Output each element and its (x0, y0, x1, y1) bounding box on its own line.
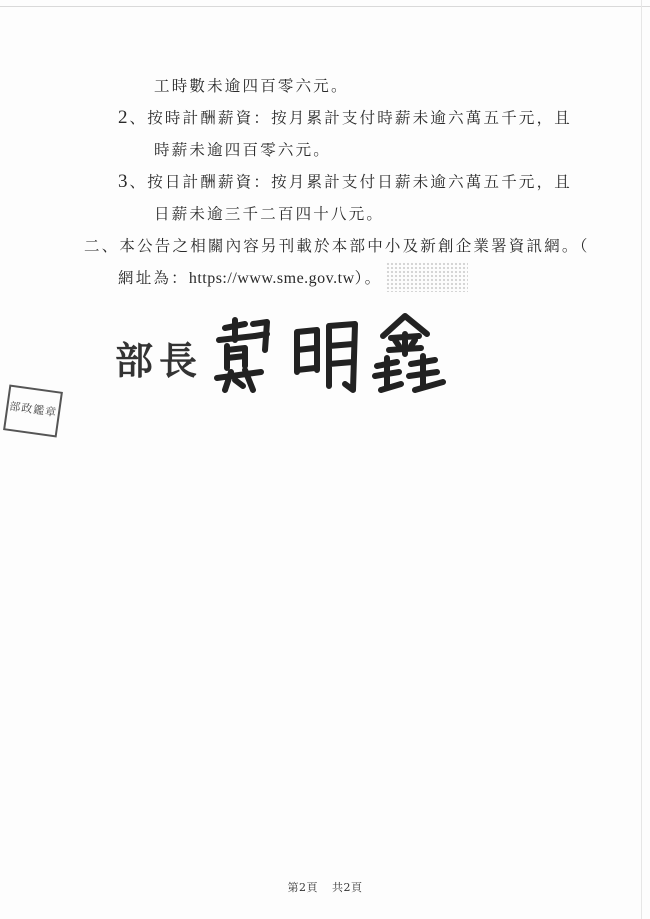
url-suffix: ）。 (354, 269, 383, 287)
minister-title: 部長 (115, 338, 204, 383)
redaction-mark (386, 262, 468, 292)
page-footer (0, 879, 650, 895)
stamp-text: 部政鑑章 (8, 399, 58, 420)
section-2-text: 二、本公告之相關內容另刊載於本部中小及新創企業署資訊網。（ (84, 237, 590, 255)
list-item-2-text: 、按時計酬薪資：按月累計支付時薪未逾六萬五千元，且 (129, 109, 573, 127)
list-item-2 (118, 106, 572, 129)
list-item-3-text: 、按日計酬薪資：按月累計支付日薪未逾六萬五千元，且 (129, 173, 573, 191)
footer-page-number: 第2頁 (287, 881, 318, 894)
list-item-2-continuation: 時薪未逾四百零六元。 (154, 141, 332, 159)
list-item-3 (118, 170, 572, 193)
list-item-2-number: 2 (118, 107, 128, 128)
footer-total-pages: 共2頁 (332, 881, 363, 894)
body-line-1: 工時數未逾四百零六元。 (154, 77, 349, 95)
official-seal-stamp (3, 384, 63, 437)
list-item-3-continuation: 日薪未逾三千二百四十八元。 (154, 205, 385, 223)
page-edge-right (641, 0, 642, 919)
list-item-3-number: 3 (118, 171, 128, 192)
website-url: https://www.sme.gov.tw (188, 270, 355, 287)
section-2-continuation (118, 266, 382, 288)
page-edge-top (0, 6, 650, 7)
minister-signature (205, 310, 465, 400)
url-prefix: 網址為： (118, 269, 189, 287)
